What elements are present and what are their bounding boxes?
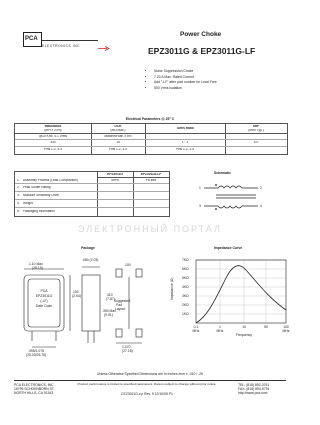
table-cell: Matched with ± 5% bbox=[104, 134, 132, 138]
dimensions-note: Unless Otherwise Specified Dimensions are in Inches /mm ± .010 / .25 bbox=[97, 372, 203, 376]
col-header-dcr-unit: (mΩ Max.) bbox=[110, 128, 126, 132]
part-marking: Date Code bbox=[35, 304, 53, 308]
watermark-text: ЭЛЕКТРОННЫЙ ПОРТАЛ bbox=[78, 224, 222, 234]
pin-label: 4 bbox=[260, 204, 262, 208]
x-tick-label: 0.1 bbox=[193, 325, 199, 329]
dim-label: .1.10 Max bbox=[28, 262, 43, 266]
y-tick-label: 2KΩ bbox=[182, 303, 189, 307]
table-cell: Pins 1-2, 3-4 bbox=[175, 148, 195, 151]
x-tick-unit: MHz bbox=[282, 329, 290, 333]
logo-text: PCA bbox=[25, 36, 38, 42]
dim-label: .100 bbox=[72, 290, 79, 294]
footer-disclaimer: Product performance is limited to specified parameters. Data is subject to change without prior notice. bbox=[77, 382, 217, 386]
spec-col-header: EPZ3011G-LF bbox=[140, 172, 162, 176]
feature-item: • Add "-LF" after part number for Lead Free bbox=[154, 80, 217, 84]
spec-row-label: Moisture Sensitivity Level bbox=[23, 193, 59, 197]
x-tick-label: 100 bbox=[283, 325, 289, 329]
pin-label: 3 bbox=[199, 204, 201, 208]
feature-list bbox=[148, 69, 217, 90]
footer-rule bbox=[14, 380, 286, 381]
part-numbers: EPZ3011G & EPZ3011G-LF bbox=[148, 46, 256, 56]
package-drawing bbox=[18, 253, 158, 365]
spec-row-num: 4. bbox=[17, 201, 20, 205]
y-axis-label: Impedance (Ω) bbox=[170, 277, 174, 300]
spec-row-num: 1. bbox=[17, 178, 20, 182]
package-title: Package bbox=[81, 246, 95, 250]
footer-address-line: NORTH HILLS, CA 91343 bbox=[14, 391, 54, 395]
table-cell: Pins 1-2, 3-4 bbox=[108, 148, 128, 151]
dim-label: .080 (2.03) bbox=[82, 258, 99, 262]
table-cell: 4.0 bbox=[253, 141, 259, 144]
footer-fax: FAX: (818) 894-5791 bbox=[238, 387, 270, 391]
footer-tel: TEL: (818) 892-0761 bbox=[238, 383, 270, 387]
dim-label: .390 Max bbox=[102, 309, 116, 313]
dim-label: (2.54) bbox=[72, 294, 81, 298]
col-header-srf-unit: (MHz Typ.) bbox=[248, 128, 264, 132]
y-tick-label: 1KΩ bbox=[182, 312, 189, 316]
footer-company: PCA ELECTRONICS, INC. bbox=[14, 383, 55, 387]
spec-row-label: Assembly Process (Lead Composition) bbox=[23, 178, 78, 182]
col-header-dcr: DCR bbox=[114, 124, 122, 128]
x-tick-unit: MHz bbox=[192, 329, 200, 333]
spec-col-header: EPZ3011G bbox=[107, 172, 123, 176]
footer-contact bbox=[238, 383, 269, 395]
pad-layout-label: Pad bbox=[116, 303, 123, 307]
dim-label: .100 bbox=[124, 263, 131, 267]
company-tagline: ELECTRONICS INC bbox=[42, 44, 81, 48]
impedance-chart bbox=[176, 254, 292, 338]
col-header-inductance: Inductance bbox=[44, 124, 62, 128]
table-cell: 1 : 1 bbox=[181, 141, 189, 144]
schematic-title: Schematic bbox=[214, 171, 231, 175]
pin-label: 1 bbox=[199, 186, 201, 190]
elec-params-title: Electrical Parameters @ 25° C bbox=[125, 117, 175, 121]
feature-item: • Noise Suppression Choke bbox=[154, 69, 217, 73]
spec-row-label: Weight bbox=[23, 201, 33, 205]
footer-doc-id: CEZ3011G.x.p Rev. 9 12/10/05 P1 bbox=[121, 392, 173, 396]
spec-table bbox=[14, 171, 170, 217]
feature-item: • 7.20 A Max. Rated Current bbox=[154, 75, 217, 79]
feature-item: • 500 Vrms Isolation bbox=[154, 86, 217, 90]
y-tick-label: 4KΩ bbox=[182, 285, 189, 289]
product-category: Power Choke bbox=[180, 31, 222, 38]
col-header-turns-ratio: Turns Ratio bbox=[176, 126, 194, 130]
dim-label: (27.18) bbox=[122, 349, 133, 353]
table-cell: Pins 1-2, 3-4 bbox=[43, 148, 63, 151]
elec-params-table bbox=[14, 123, 288, 155]
footer-address-line: 16799 SCHOENBORN ST. bbox=[14, 387, 55, 391]
impedance-title: Impedance Curve bbox=[213, 246, 243, 250]
x-tick-unit: MHz bbox=[216, 329, 224, 333]
y-tick-label: 5KΩ bbox=[182, 276, 189, 280]
pad-layout-label: Layout bbox=[115, 307, 126, 311]
spec-row-num: 5. bbox=[17, 210, 20, 213]
y-tick-label: 6KΩ bbox=[182, 267, 189, 271]
logo-arrow-icon bbox=[98, 38, 110, 43]
spec-row-value: SnPb bbox=[111, 178, 119, 182]
col-header-srf: SRF bbox=[252, 124, 260, 128]
pin-label: 2 bbox=[260, 186, 262, 190]
part-marking: EPZ3011G bbox=[35, 294, 53, 298]
spec-row-value: Pb-free bbox=[145, 178, 157, 182]
dim-label: .310 bbox=[106, 293, 113, 297]
x-axis-label: Frequency bbox=[235, 333, 253, 337]
pad-layout-label: Suggested bbox=[114, 299, 131, 303]
footer-web[interactable]: http://www.pca.com bbox=[238, 391, 268, 395]
x-tick-label: 10 bbox=[242, 325, 246, 329]
schematic-diagram bbox=[196, 178, 276, 216]
x-tick-label: 1 bbox=[219, 325, 221, 329]
part-marking: (-LF) bbox=[40, 299, 48, 303]
part-marking: PCA bbox=[40, 289, 48, 293]
spec-row-label: Peak Solder Rating bbox=[23, 185, 51, 189]
y-tick-label: 3KΩ bbox=[182, 294, 189, 298]
col-header-inductance-unit: (mH ± 20%) bbox=[44, 128, 62, 132]
logo-rule bbox=[42, 40, 98, 41]
dim-label: 1.070 bbox=[122, 345, 131, 349]
table-cell: 330 bbox=[50, 141, 56, 144]
company-logo bbox=[23, 32, 42, 47]
dim-label: .395/1.075 bbox=[28, 349, 45, 353]
y-tick-label: 7KΩ bbox=[182, 258, 189, 262]
x-tick-label: 50 bbox=[264, 325, 268, 329]
spec-row-num: 2. bbox=[17, 185, 20, 189]
dim-label: (9.91) bbox=[104, 313, 113, 317]
footer-address bbox=[14, 383, 55, 395]
spec-row-num: 3. bbox=[17, 193, 20, 197]
dim-label: (7.87) bbox=[106, 297, 115, 301]
dim-label: (25.00/25.76) bbox=[26, 353, 47, 357]
table-cell: @10 KHz, 0.1 Vrms bbox=[38, 134, 68, 138]
spec-row-label: Packaging Information bbox=[23, 210, 55, 213]
dim-label: (28.19) bbox=[32, 266, 43, 270]
table-cell: 15 bbox=[116, 141, 120, 144]
